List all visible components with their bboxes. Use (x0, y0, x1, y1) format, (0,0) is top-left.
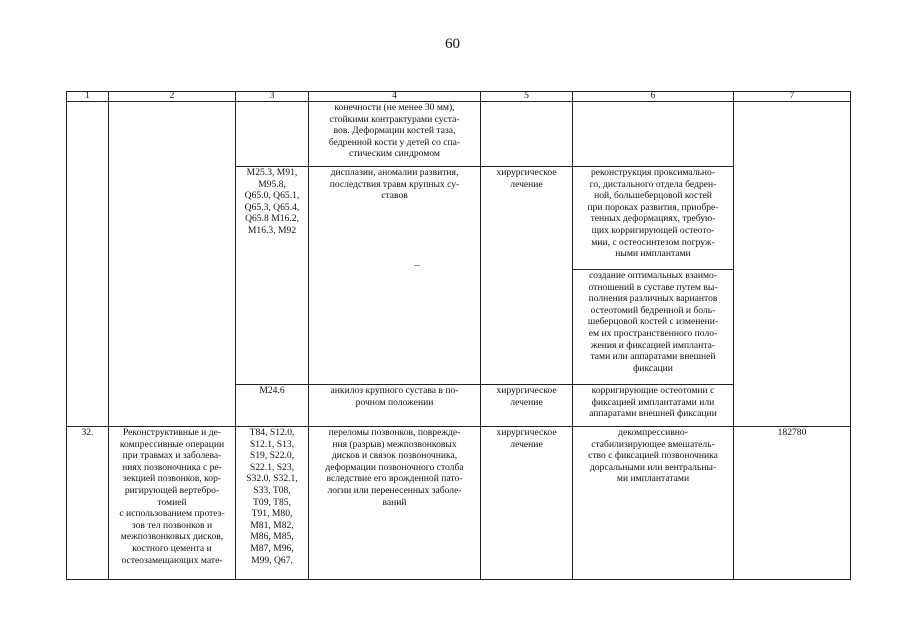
patient-model-text: конечности (не менее 30 мм), стойкими контрактурами суста- вов. Деформации костей таза, бедренной кости у детей со спа- стическим синдромом (328, 102, 461, 160)
norm-cost-cell (734, 427, 851, 580)
treatment-type-cell (481, 385, 573, 427)
header-cell-2: 2 (109, 92, 236, 102)
method-name-text: Реконструктивные и де- компрессивные операции при травмах и заболева- ниях позвоночника с ре- зекцией позвонков, кор- ригирующей вертебро- томией с использованием протез- зов тел позвонков и межпозвонковых дисков, костного цемента и остеозамещающих мате- (119, 427, 225, 566)
row-number-cell (67, 427, 109, 580)
method-name-cell (109, 102, 236, 427)
header-cell-6: 6 (573, 92, 734, 102)
header-row (67, 92, 851, 102)
icd-codes-text: T84, S12.0, S12.1, S13, S19, S22.0, S22.1, S23, S32.0, S32.1, S33, T08, T09, T85, T91, M80, M81, M82, M86, M85, M87, M96, M99, Q67, (246, 427, 298, 566)
treatment-type-cell (481, 167, 573, 385)
treatment-method-text: корригирующие остеотомии с фиксацией имплантатами или аппаратами внешней фиксации (589, 385, 717, 420)
icd-codes-text: M25.3, M91, M95.8, Q65.0, Q65.1, Q65.3, Q65.4, Q65.8 M16.2, M16.3, M92 (244, 167, 300, 236)
page-number: 60 (445, 36, 460, 52)
icd-codes-cell (236, 102, 309, 167)
patient-model-text: переломы позвонков, поврежде- ния (разрыв) межпозвонковых дисков и связок позвоночника, деформации позвоночного столба вследствие его врожденной пато- логии или перенесенных заболе- ваний (325, 427, 464, 508)
header-cell-4: 4 (309, 92, 481, 102)
treatment-method-cell (573, 427, 734, 580)
patient-model-cell (309, 385, 481, 427)
procedures-table (66, 91, 851, 580)
treatment-method-cell (573, 167, 734, 270)
header-cell-3: 3 (236, 92, 309, 102)
header-cell-5: 5 (481, 92, 573, 102)
norm-cost-cell (734, 102, 851, 427)
header-cell-1: 1 (67, 92, 109, 102)
method-name-cell (109, 427, 236, 580)
row-number-text: 32. (81, 427, 94, 438)
norm-cost-text: 182780 (777, 427, 807, 438)
treatment-type-text: хирургическое лечение (496, 385, 557, 408)
patient-model-text: дисплазии, аномалии развития, последствия травм крупных су- ставов (329, 167, 460, 202)
treatment-method-cell (573, 270, 734, 385)
patient-model-cell (309, 167, 481, 385)
patient-model-cell (309, 427, 481, 580)
icd-codes-text: M24.6 (259, 385, 285, 396)
treatment-type-cell (481, 102, 573, 167)
patient-model-cell (309, 102, 481, 167)
row-number-cell (67, 102, 109, 427)
treatment-method-text: реконструкция проксимально- го, дистального отдела бедрен- ной, большеберцовой костей при пороках развития, приобре- тенных деформациях, требую- щих корригирующей остеото- мии, с остеосинтезом погруж- ными имплантами (587, 167, 719, 260)
treatment-method-text: создание оптимальных взаимо- отношений в суставе путем вы- полнения различных вариантов остеотомий бедренной и боль- шеберцовой костей с изменени- ем их пространственного поло- жения и фиксацией импланта- тами или аппаратами внешней фиксации (587, 270, 719, 374)
table-row (67, 102, 851, 167)
treatment-type-cell (481, 427, 573, 580)
treatment-type-text: хирургическое лечение (496, 427, 557, 450)
treatment-method-cell (573, 102, 734, 167)
treatment-type-text: хирургическое лечение (496, 167, 557, 190)
treatment-method-cell (573, 385, 734, 427)
header-cell-7: 7 (734, 92, 851, 102)
icd-codes-cell (236, 385, 309, 427)
scan-mark (414, 265, 420, 266)
icd-codes-cell (236, 427, 309, 580)
treatment-method-text: декомпрессивно- стабилизирующее вмешатель- ство с фиксацией позвоночника дорсальными или вентральны- ми имплантатами (588, 427, 718, 485)
patient-model-text: анкилоз крупного сустава в по- рочном положении (330, 385, 459, 408)
icd-codes-cell (236, 167, 309, 385)
table-row (67, 427, 851, 580)
